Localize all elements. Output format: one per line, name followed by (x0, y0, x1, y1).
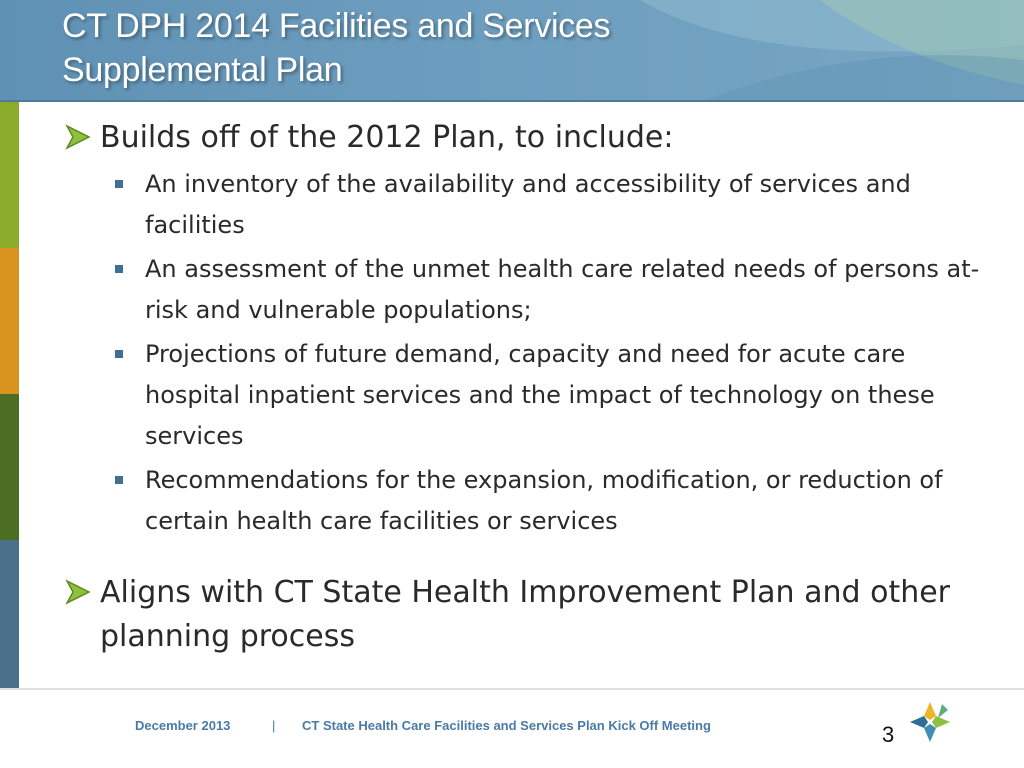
title-banner (0, 0, 1024, 102)
side-stripe-dark-green (0, 394, 19, 540)
list-item (62, 249, 982, 331)
sub-bullet-list (62, 164, 982, 542)
list-item-text: An inventory of the availability and accessibility of services and facilities (145, 170, 911, 239)
list-item-text: Recommendations for the expansion, modification, or reduction of certain health care facilities or services (145, 466, 943, 535)
side-stripe-green (0, 102, 19, 248)
list-item-text: Projections of future demand, capacity and need for acute care hospital inpatient services and the impact of technology on these services (145, 340, 935, 450)
list-item-text: An assessment of the unmet health care related needs of persons at-risk and vulnerable populations; (145, 255, 980, 324)
footer-event-title: CT State Health Care Facilities and Services Plan Kick Off Meeting (302, 718, 711, 733)
side-stripe-orange (0, 248, 19, 394)
dph-logo-icon (906, 698, 954, 746)
banner-divider (0, 100, 1024, 102)
list-item (62, 334, 982, 457)
square-bullet-icon (115, 350, 123, 358)
bullet-level1 (62, 571, 982, 659)
list-item (62, 460, 982, 542)
footer-date: December 2013 (135, 718, 231, 733)
arrow-bullet-icon (64, 578, 92, 606)
arrow-bullet-icon (64, 123, 92, 151)
bullet-text: Builds off of the 2012 Plan, to include: (100, 120, 674, 155)
bullet-text: Aligns with CT State Health Improvement Plan and other planning process (100, 575, 951, 654)
list-item (62, 164, 982, 246)
bullet-level1 (62, 116, 982, 160)
square-bullet-icon (115, 265, 123, 273)
slide-title (62, 4, 610, 92)
square-bullet-icon (115, 180, 123, 188)
slide-title-line-2: Supplemental Plan (62, 51, 343, 89)
page-number: 3 (882, 722, 895, 747)
footer-divider (0, 688, 1024, 690)
slide-body (62, 116, 982, 659)
square-bullet-icon (115, 476, 123, 484)
slide-title-line-1: CT DPH 2014 Facilities and Services (62, 7, 611, 45)
footer-separator: | (272, 718, 276, 733)
side-stripe-blue (0, 540, 19, 688)
